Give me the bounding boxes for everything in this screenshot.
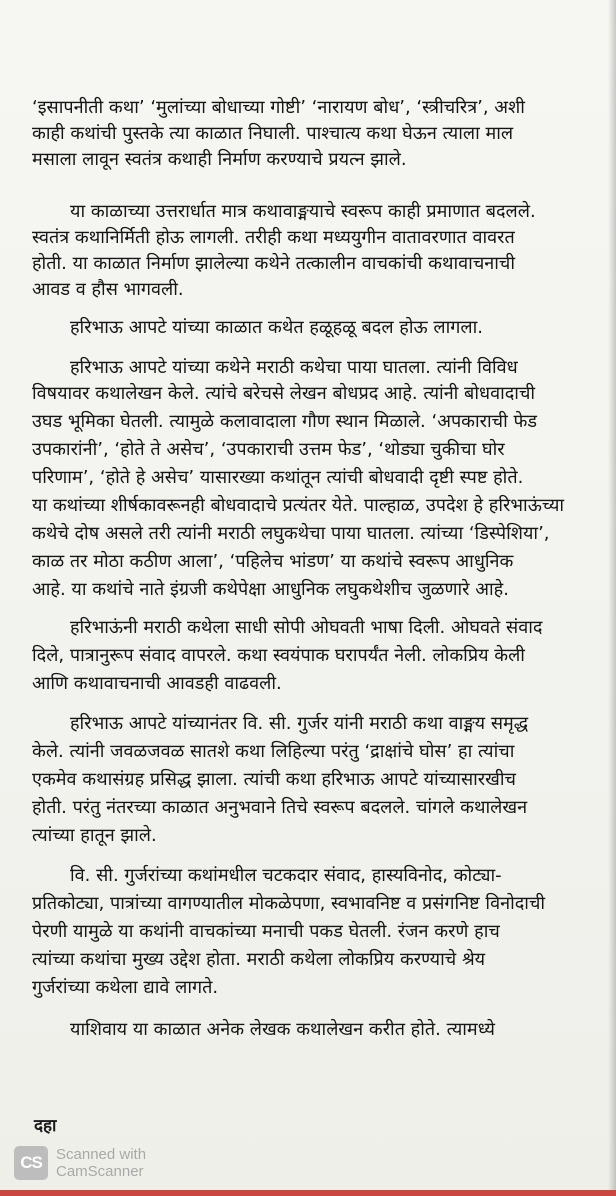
text-line: काळ तर मोठा कठीण आला’, ‘पहिलेच भांडण’ या कथांचे स्वरूप आधुनिक <box>32 551 514 572</box>
text-line: पेरणी यामुळे या कथांनी वाचकांच्या मनाची पकड घेतली. रंजन करणे हाच <box>32 921 500 942</box>
text-line: होती. परंतु नंतरच्या काळात अनुभवाने तिचे स्वरूप बदलले. चांगले कथालेखन <box>32 797 528 818</box>
text-line: हरिभाऊ आपटे यांच्या काळात कथेत हळूहळू बदल होऊ लागला. <box>70 317 483 338</box>
text-line: एकमेव कथासंग्रह प्रसिद्ध झाला. त्यांची कथा हरिभाऊ आपटे यांच्यासारखीच <box>32 769 516 790</box>
text-line: या काळाच्या उत्तरार्धात मात्र कथावाङ्मयाचे स्वरूप काही प्रमाणात बदलले. <box>70 201 536 222</box>
text-line: परिणाम’, ‘होते हे असेच’ यासारख्या कथांतून त्यांची बोधवादी दृष्टी स्पष्ट होते. <box>32 467 524 488</box>
text-line: याशिवाय या काळात अनेक लेखक कथालेखन करीत होते. त्यामध्ये <box>70 1019 495 1040</box>
text-line: हरिभाऊ आपटे यांच्यानंतर वि. सी. गुर्जर यांनी मराठी कथा वाङ्मय समृद्ध <box>70 713 529 734</box>
text-line: आणि कथावाचनाची आवडही वाढवली. <box>32 673 282 694</box>
page-number: दहा <box>34 1116 57 1136</box>
text-line: ‘इसापनीती कथा’ ‘मुलांच्या बोधाच्या गोष्टी’ ‘नारायण बोध’, ‘स्त्रीचरित्र’, अशी <box>32 97 525 118</box>
text-line: उघड भूमिका घेतली. त्यामुळे कलावादाला गौण स्थान मिळाले. ‘अपकाराची फेड <box>32 411 537 432</box>
watermark-line-2: CamScanner <box>56 1163 144 1180</box>
bottom-edge-bar <box>0 1190 616 1196</box>
text-line: आहे. या कथांचे नाते इंग्रजी कथेपेक्षा आधुनिक लघुकथेशीच जुळणारे आहे. <box>32 579 509 600</box>
text-line: प्रतिकोट्या, पात्रांच्या वागण्यातील मोकळेपणा, स्वभावनिष्ट व प्रसंगनिष्ट विनोदाची <box>32 893 546 914</box>
text-line: होती. या काळात निर्माण झालेल्या कथेने तत्कालीन वाचकांची कथावाचनाची <box>32 253 516 274</box>
text-line: काही कथांची पुस्तके त्या काळात निघाली. पाश्चात्य कथा घेऊन त्याला माल <box>32 123 514 144</box>
text-line: वि. सी. गुर्जरांच्या कथांमधील चटकदार संवाद, हास्यविनोद, कोट्या- <box>70 865 502 886</box>
text-line: त्यांच्या हातून झाले. <box>32 825 157 846</box>
text-line: केले. त्यांनी जवळजवळ सातशे कथा लिहिल्या परंतु ‘द्राक्षांचे घोस’ हा त्यांचा <box>32 741 515 762</box>
camscanner-logo-icon: CS <box>14 1146 48 1180</box>
text-line: विषयावर कथालेखन केले. त्यांचे बरेचसे लेखन बोधप्रद आहे. त्यांनी बोधवादाची <box>32 383 536 404</box>
text-line: मसाला लावून स्वतंत्र कथाही निर्माण करण्याचे प्रयत्न झाले. <box>32 149 407 170</box>
text-line: हरिभाऊ आपटे यांच्या कथेने मराठी कथेचा पाया घातला. त्यांनी विविध <box>70 357 518 378</box>
text-line: उपकारांनी’, ‘होते ते असेच’, ‘उपकाराची उत्तम फेड’, ‘थोड्या चुकीचा घोर <box>32 439 505 460</box>
text-line: हरिभाऊंनी मराठी कथेला साधी सोपी ओघवती भाषा दिली. ओघवते संवाद <box>70 617 543 638</box>
text-line: कथेचे दोष असले तरी त्यांनी मराठी लघुकथेचा पाया घातला. त्यांच्या ‘डिस्पेशिया’, <box>32 523 550 544</box>
text-line: दिले, पात्रानुरूप संवाद वापरले. कथा स्वयंपाक घरापर्यंत नेली. लोकप्रिय केली <box>32 645 525 666</box>
text-line: त्यांच्या कथांचा मुख्य उद्देश होता. मराठी कथेला लोकप्रिय करण्याचे श्रेय <box>32 949 486 970</box>
camscanner-watermark <box>14 1146 146 1180</box>
page-edge-shadow <box>608 0 616 1196</box>
text-line: आवड व हौस भागवली. <box>32 279 184 300</box>
text-line: गुर्जरांच्या कथेला द्यावे लागते. <box>32 977 219 998</box>
text-line: या कथांच्या शीर्षकावरूनही बोधवादाचे प्रत्यंतर येते. पाल्हाळ, उपदेश हे हरिभाऊंच्या <box>32 495 565 516</box>
watermark-text <box>56 1146 146 1180</box>
watermark-line-1: Scanned with <box>56 1146 147 1163</box>
text-line: स्वतंत्र कथानिर्मिती होऊ लागली. तरीही कथा मध्ययुगीन वातावरणात वावरत <box>32 227 515 248</box>
